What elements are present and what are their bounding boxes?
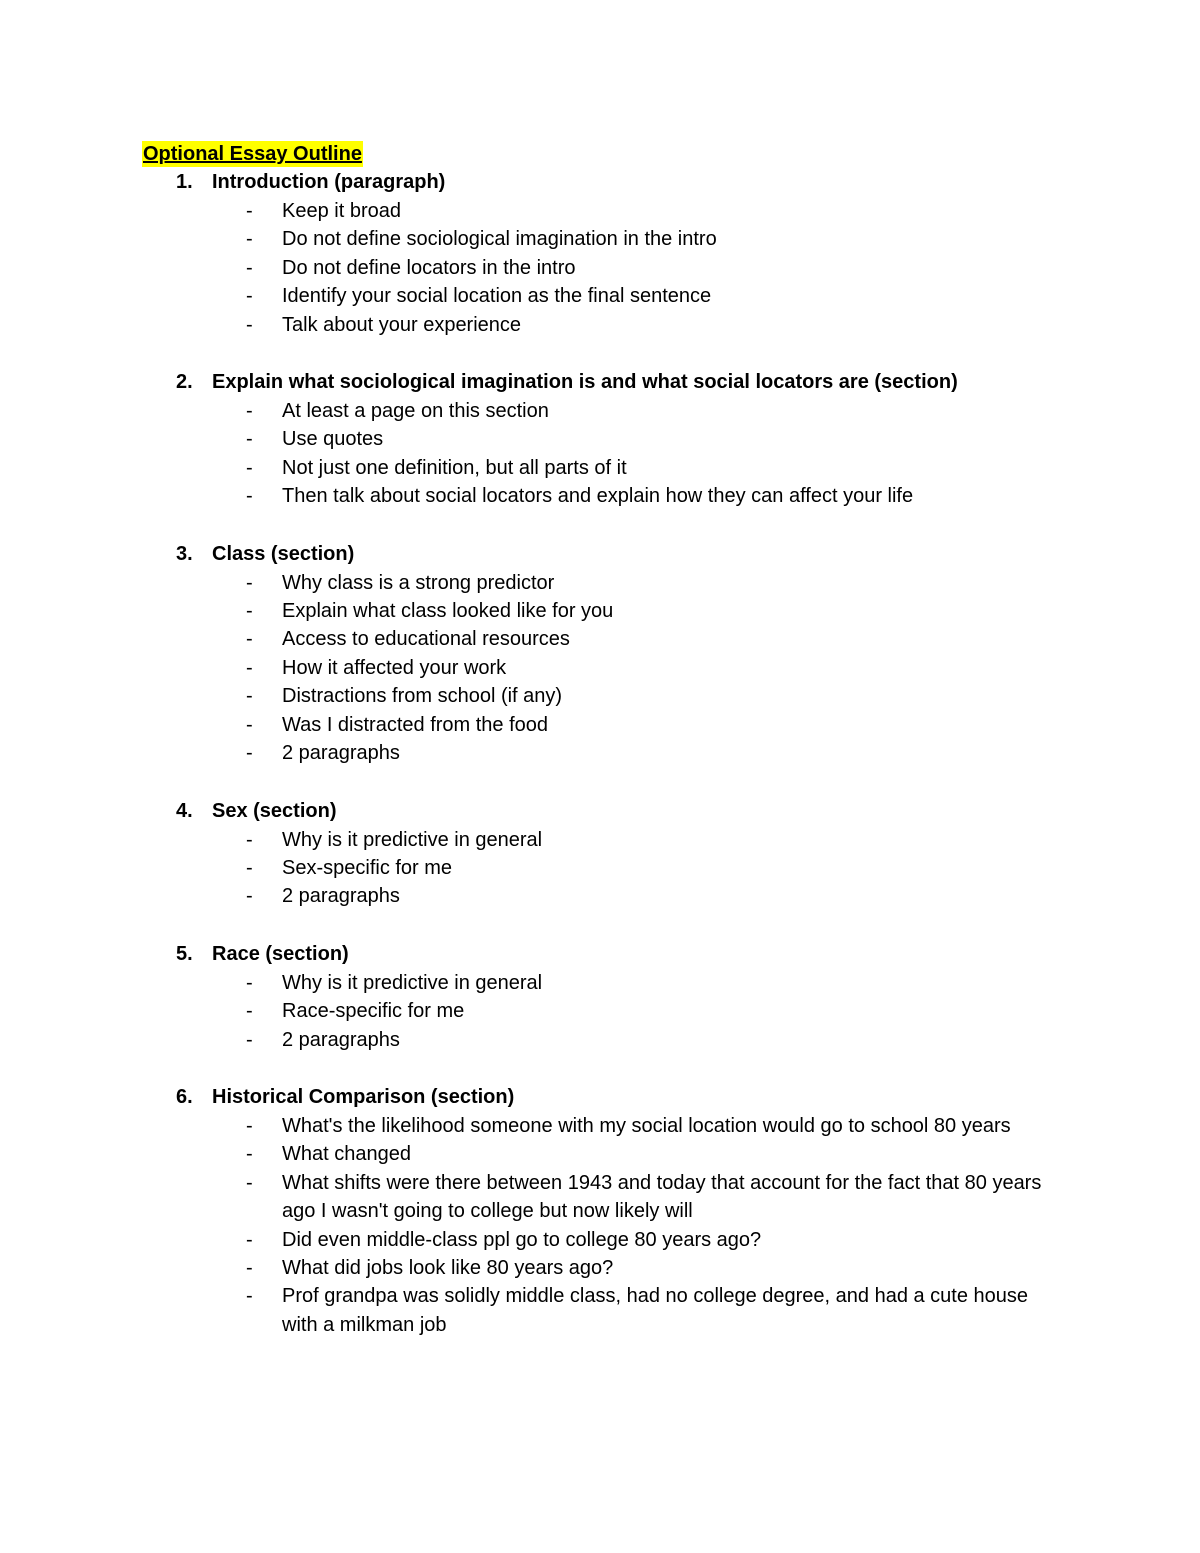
list-item-text: Then talk about social locators and explain how they can affect your life [282,485,914,508]
section-heading-text: Historical Comparison (section) [212,1085,515,1108]
list-item [0,1140,1200,1168]
outline-section [0,1083,1200,1339]
list-item [0,1169,1200,1226]
list-item [0,282,1200,310]
list-item-text: Not just one definition, but all parts of it [282,456,627,479]
bullet-dash: - [246,400,253,423]
list-item [0,311,1200,339]
section-heading-text: Class (section) [212,542,355,565]
list-item-text: 2 paragraphs [282,885,400,908]
section-heading [0,168,1200,197]
list-item-text: Access to educational resources [282,628,570,651]
list-item [0,1254,1200,1282]
list-item [0,482,1200,510]
list-item [0,625,1200,653]
list-item [0,739,1200,767]
section-number: 3. [176,542,193,565]
section-heading [0,368,1200,397]
list-item [0,826,1200,854]
bullet-dash: - [246,228,253,251]
list-item [0,197,1200,225]
bullet-dash: - [246,656,253,679]
list-item-text: Explain what class looked like for you [282,600,614,623]
bullet-dash: - [246,628,253,651]
list-item-text: 2 paragraphs [282,742,400,765]
list-item [0,969,1200,997]
list-item [0,1112,1200,1140]
list-item-text: Use quotes [282,428,384,451]
list-item-text: Did even middle-class ppl go to college 80 years ago? [282,1228,762,1251]
list-item-text: Identify your social location as the final sentence [282,285,712,308]
bullet-dash: - [246,1171,253,1194]
bullet-dash: - [246,428,253,451]
bullet-dash: - [246,856,253,879]
outline-section [0,168,1200,339]
section-heading-text: Sex (section) [212,799,337,822]
section-heading-text: Introduction (paragraph) [212,171,446,193]
list-item-text: Why is it predictive in general [282,971,543,994]
list-item-text: What shifts were there between 1943 and today that account for the fact that 80 years ago I wasn't going to college but now likely will [282,1171,1042,1223]
bullet-dash: - [246,600,253,623]
list-item-text: What changed [282,1143,411,1166]
bullet-dash: - [246,1228,253,1251]
list-item-text: How it affected your work [282,656,507,679]
list-item-text: Race-specific for me [282,1000,465,1023]
outline-section [0,368,1200,511]
bullet-dash: - [246,713,253,736]
list-item-text: Do not define locators in the intro [282,256,576,279]
list-item-text: Keep it broad [282,200,401,222]
bullet-dash: - [246,485,253,508]
bullet-dash: - [246,313,253,336]
list-item [0,854,1200,882]
bullet-dash: - [246,1256,253,1279]
outline-section [0,540,1200,768]
outline-list [0,168,1200,1339]
list-item [0,225,1200,253]
bullet-dash: - [246,200,253,222]
list-item-text: Why class is a strong predictor [282,571,555,594]
bullet-dash: - [246,285,253,308]
list-item [0,569,1200,597]
list-item [0,454,1200,482]
bullet-dash: - [246,1028,253,1051]
list-item-text: What's the likelihood someone with my social location would go to school 80 years [282,1114,1011,1137]
bullet-dash: - [246,456,253,479]
section-heading-text: Explain what sociological imagination is and what social locators are (section) [212,371,958,394]
list-item-text: Distractions from school (if any) [282,685,563,708]
list-item [0,597,1200,625]
list-item-text: Do not define sociological imagination in the intro [282,228,717,251]
section-number: 2. [176,371,193,394]
bullet-dash: - [246,1114,253,1137]
bullet-dash: - [246,1143,253,1166]
bullet-dash: - [246,742,253,765]
list-item-text: Was I distracted from the food [282,713,549,736]
bullet-dash: - [246,885,253,908]
list-item-text: Why is it predictive in general [282,828,543,851]
list-item [0,425,1200,453]
document-title: Optional Essay Outline [143,143,362,165]
list-item [0,1282,1200,1339]
section-number: 5. [176,942,193,965]
section-heading [0,1083,1200,1112]
list-item [0,1226,1200,1254]
list-item-text: Prof grandpa was solidly middle class, had no college degree, and had a cute house with a milkman job [282,1285,1029,1336]
list-item-text: 2 paragraphs [282,1028,400,1051]
bullet-dash: - [246,256,253,279]
section-heading [0,540,1200,569]
list-item [0,1026,1200,1054]
list-item [0,254,1200,282]
section-number: 1. [176,171,193,193]
section-number: 4. [176,799,193,822]
list-item [0,654,1200,682]
list-item [0,397,1200,425]
list-item-text: Talk about your experience [282,313,522,336]
bullet-dash: - [246,1000,253,1023]
section-number: 6. [176,1085,193,1108]
section-heading [0,940,1200,969]
list-item [0,711,1200,739]
outline-section [0,940,1200,1054]
list-item-text: At least a page on this section [282,400,549,423]
list-item-text: What did jobs look like 80 years ago? [282,1256,614,1279]
list-item [0,997,1200,1025]
bullet-dash: - [246,685,253,708]
section-heading [0,797,1200,826]
bullet-dash: - [246,828,253,851]
bullet-dash: - [246,571,253,594]
bullet-dash: - [246,1285,253,1308]
section-heading-text: Race (section) [212,942,349,965]
outline-section [0,797,1200,911]
list-item-text: Sex-specific for me [282,856,453,879]
list-item [0,882,1200,910]
list-item [0,682,1200,710]
bullet-dash: - [246,971,253,994]
